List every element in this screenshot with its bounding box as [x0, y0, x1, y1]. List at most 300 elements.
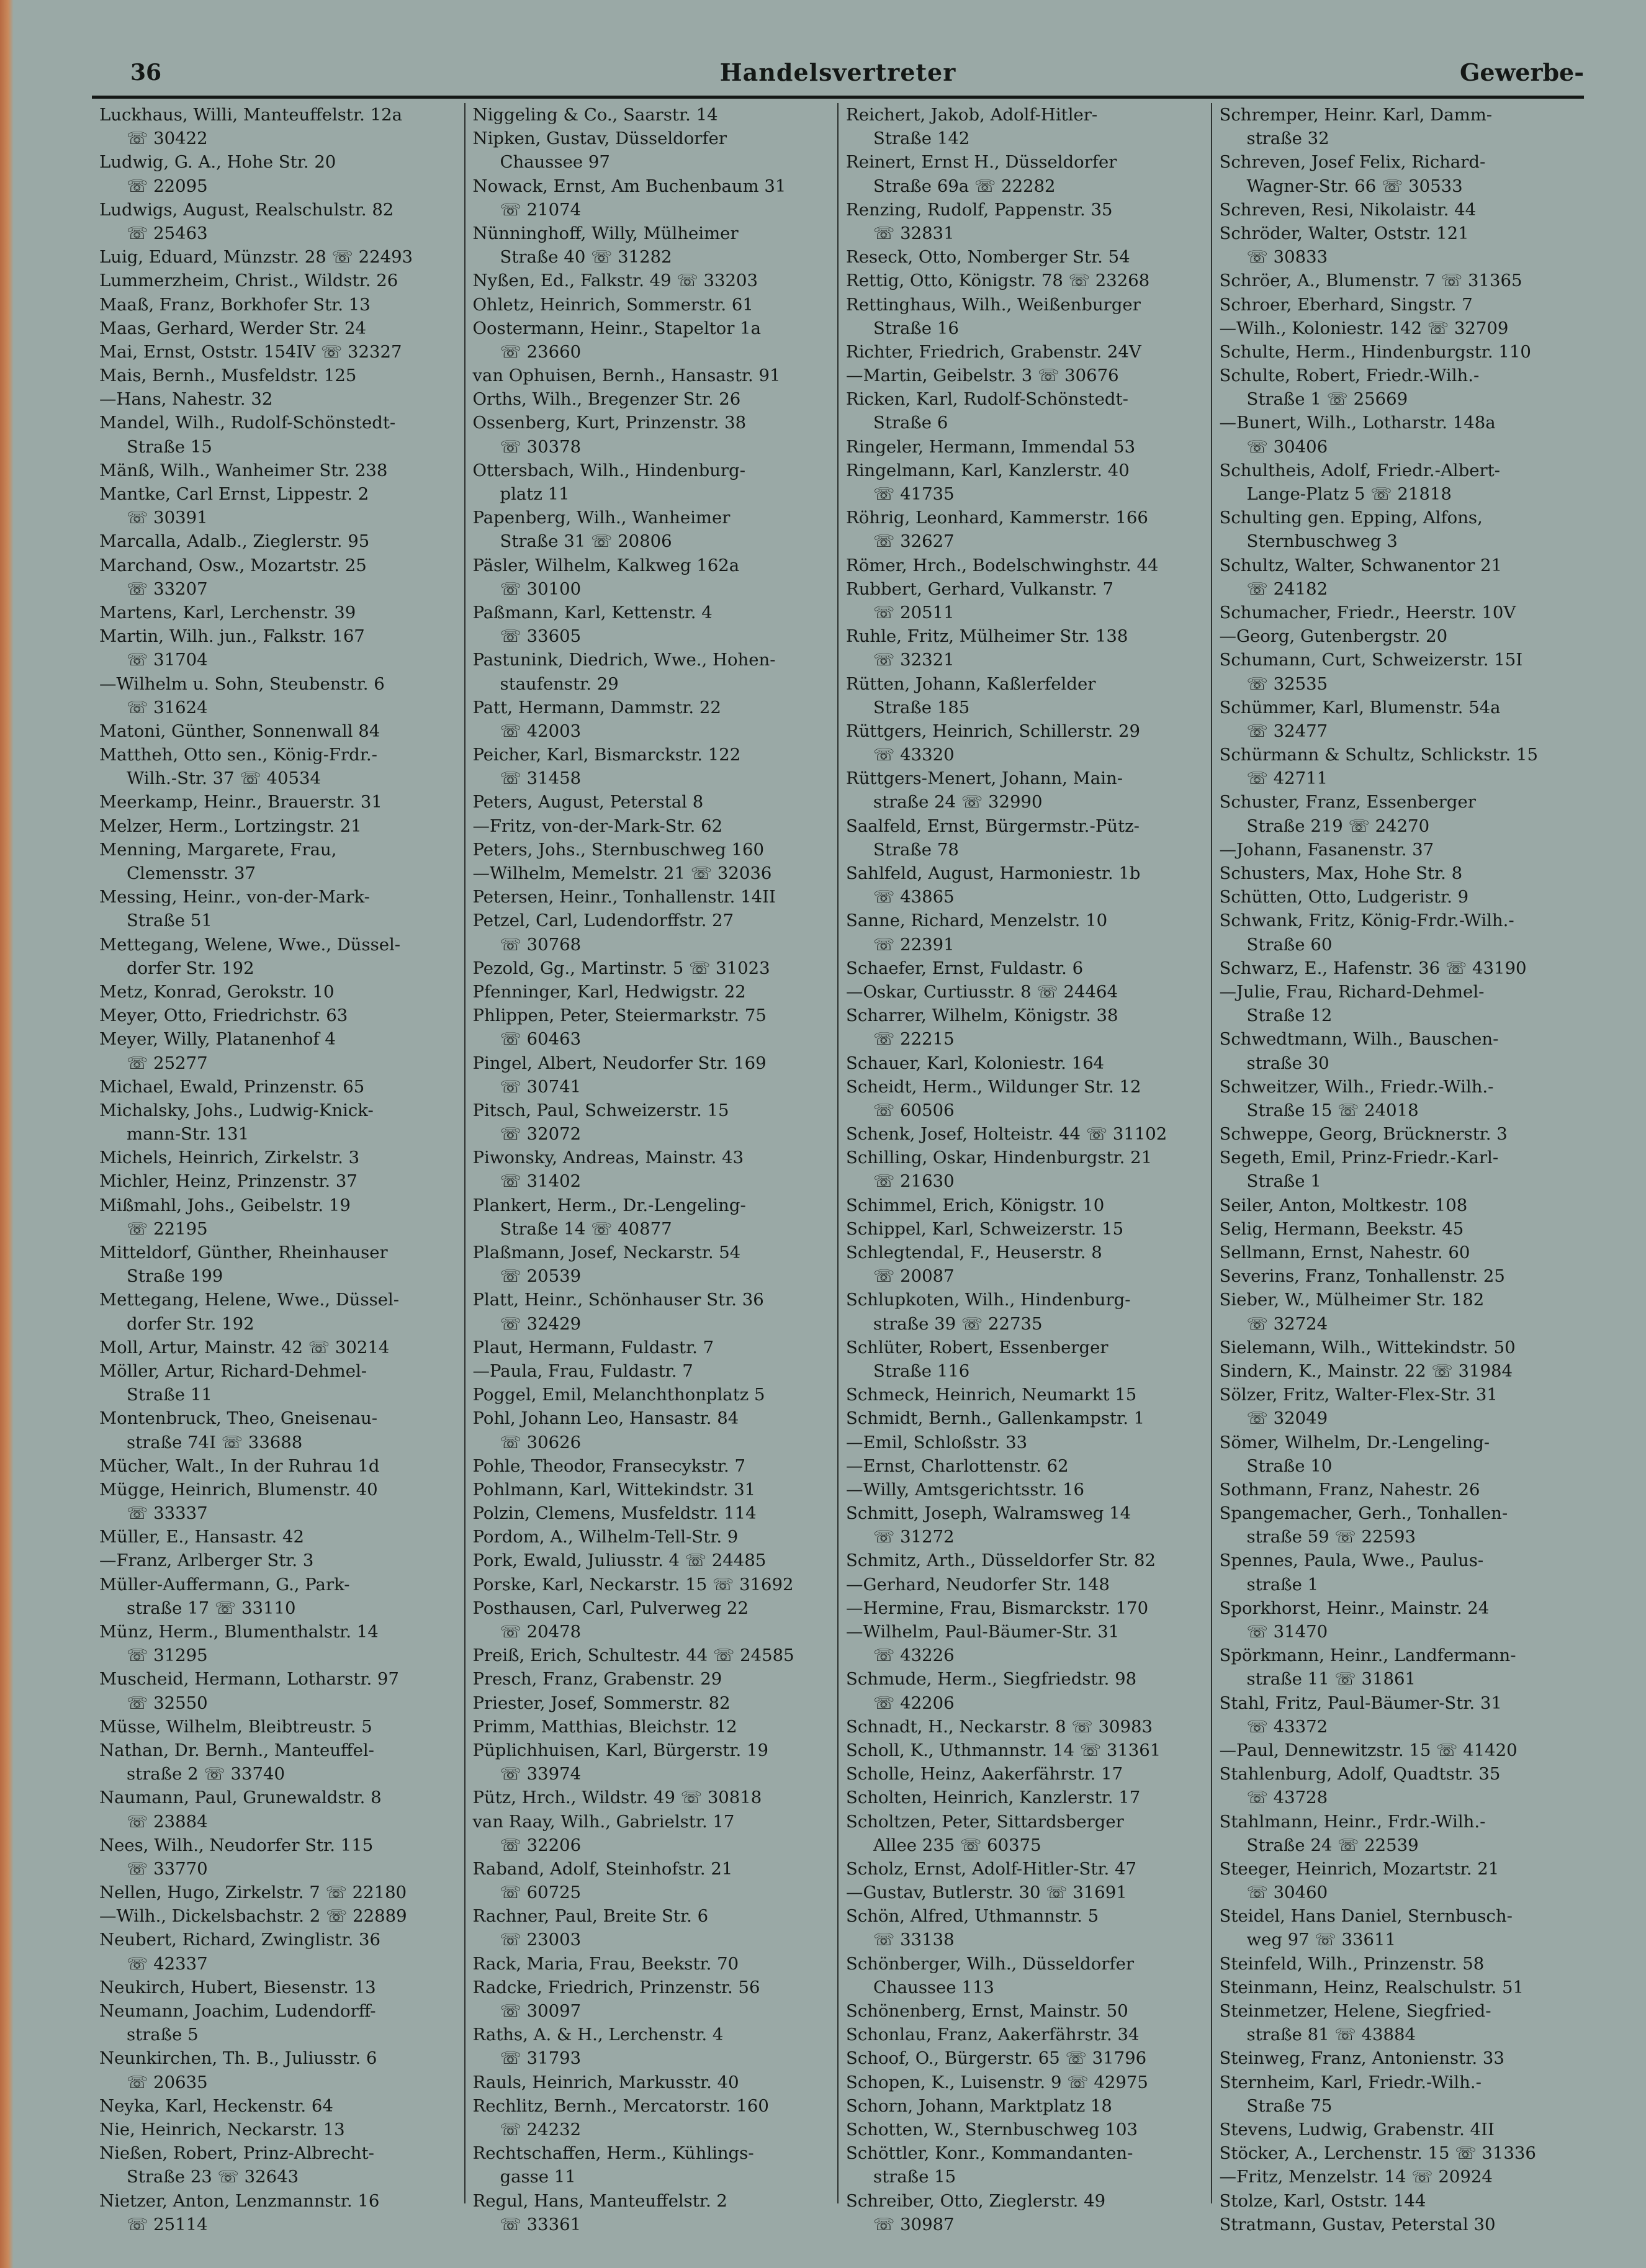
entry-continuation: Straße 12: [1246, 1006, 1333, 1026]
directory-entry: Spangemacher, Gerh., Tonhallen-: [1219, 1503, 1508, 1524]
directory-entry: —Hermine, Frau, Bismarckstr. 170: [846, 1598, 1149, 1618]
directory-entry: Severins, Franz, Tonhallenstr. 25: [1219, 1266, 1505, 1287]
directory-entry: Mattheh, Otto sen., König-Frdr.-: [99, 745, 377, 765]
directory-entry: Scholtzen, Peter, Sittardsberger: [846, 1811, 1124, 1832]
entry-continuation: ☏ 43865: [873, 887, 955, 907]
entry-continuation: ☏ 43372: [1246, 1716, 1328, 1737]
entry-continuation: ☏ 20087: [873, 1266, 955, 1287]
directory-entry: Nietzer, Anton, Lenzmannstr. 16: [99, 2190, 380, 2211]
entry-continuation: ☏ 25114: [127, 2214, 208, 2234]
directory-entry: —Fritz, von-der-Mark-Str. 62: [472, 816, 723, 836]
directory-entry: Mandel, Wilh., Rudolf-Schönstedt-: [99, 413, 396, 433]
directory-entry: Schulte, Robert, Friedr.-Wilh.-: [1219, 366, 1480, 386]
entry-continuation: ☏ 32321: [873, 650, 955, 670]
entry-continuation: ☏ 30626: [500, 1432, 582, 1452]
entry-continuation: ☏ 31793: [500, 2048, 582, 2069]
directory-entry: Schopen, K., Luisenstr. 9 ☏ 42975: [846, 2072, 1148, 2092]
directory-entry: Schippel, Karl, Schweizerstr. 15: [846, 1218, 1124, 1239]
directory-entry: Meyer, Willy, Platanenhof 4: [99, 1029, 336, 1050]
directory-entry: Martin, Wilh. jun., Falkstr. 167: [99, 626, 365, 647]
directory-entry: Richter, Friedrich, Grabenstr. 24V: [846, 341, 1141, 362]
directory-entry: Ossenberg, Kurt, Prinzenstr. 38: [472, 413, 747, 433]
entry-continuation: ☏ 33770: [127, 1858, 208, 1879]
directory-entry: Schnadt, H., Neckarstr. 8 ☏ 30983: [846, 1716, 1153, 1737]
directory-entry: —Wilhelm u. Sohn, Steubenstr. 6: [99, 673, 385, 694]
directory-entry: —Hans, Nahestr. 32: [99, 389, 273, 410]
entry-continuation: ☏ 30833: [1246, 247, 1328, 268]
directory-entry: Schimmel, Erich, Königstr. 10: [846, 1195, 1105, 1215]
entry-continuation: Straße 60: [1246, 934, 1333, 955]
entry-continuation: ☏ 23660: [500, 341, 582, 362]
entry-continuation: ☏ 32049: [1246, 1408, 1328, 1429]
directory-entry: Ruhle, Fritz, Mülheimer Str. 138: [846, 626, 1128, 647]
directory-entry: Martens, Karl, Lerchenstr. 39: [99, 602, 356, 623]
directory-entry: Schorn, Johann, Marktplatz 18: [846, 2095, 1112, 2116]
entry-continuation: ☏ 20478: [500, 1622, 582, 1642]
entry-continuation: ☏ 42003: [500, 721, 582, 741]
directory-entry: —Johann, Fasanenstr. 37: [1219, 839, 1434, 860]
directory-entry: Renzing, Rudolf, Pappenstr. 35: [846, 199, 1113, 220]
directory-entry: Schumacher, Friedr., Heerstr. 10V: [1219, 602, 1516, 623]
entry-continuation: ☏ 32072: [500, 1124, 582, 1145]
entry-continuation: straße 32: [1246, 128, 1329, 149]
directory-entry: Möller, Artur, Richard-Dehmel-: [99, 1361, 367, 1381]
directory-entry: —Emil, Schloßstr. 33: [846, 1432, 1028, 1452]
directory-entry: Piwonsky, Andreas, Mainstr. 43: [472, 1148, 744, 1168]
entry-continuation: ☏ 43320: [873, 745, 955, 765]
entry-continuation: Straße 40 ☏ 31282: [500, 247, 672, 268]
directory-entry: Rettig, Otto, Königstr. 78 ☏ 23268: [846, 271, 1150, 291]
directory-entry: Stevens, Ludwig, Grabenstr. 4II: [1219, 2119, 1495, 2140]
directory-entry: Scholl, K., Uthmannstr. 14 ☏ 31361: [846, 1740, 1161, 1760]
directory-entry: Menning, Margarete, Frau,: [99, 839, 337, 860]
entry-continuation: ☏ 32724: [1246, 1313, 1328, 1334]
directory-entry: Schröder, Walter, Oststr. 121: [1219, 223, 1469, 243]
directory-entry: Michael, Ewald, Prinzenstr. 65: [99, 1076, 365, 1097]
directory-entry: Mettegang, Welene, Wwe., Düssel-: [99, 934, 401, 955]
directory-entry: Saalfeld, Ernst, Bürgermstr.-Pütz-: [846, 816, 1140, 836]
directory-entry: Neyka, Karl, Heckenstr. 64: [99, 2095, 333, 2116]
directory-entry: Metz, Konrad, Gerokstr. 10: [99, 981, 335, 1002]
directory-entry: Rechlitz, Bernh., Mercatorstr. 160: [472, 2095, 769, 2116]
directory-entry: Schmidt, Bernh., Gallenkampstr. 1: [846, 1408, 1145, 1429]
entry-continuation: Straße 31 ☏ 20806: [500, 531, 672, 552]
directory-entry: —Paul, Dennewitzstr. 15 ☏ 41420: [1219, 1740, 1518, 1760]
directory-entry: Schwarz, E., Hafenstr. 36 ☏ 43190: [1219, 958, 1527, 978]
entry-continuation: ☏ 20539: [500, 1266, 582, 1287]
directory-entry: Schreiber, Otto, Zieglerstr. 49: [846, 2190, 1106, 2211]
entry-continuation: Lange-Platz 5 ☏ 21818: [1246, 484, 1452, 504]
directory-entry: Pezold, Gg., Martinstr. 5 ☏ 31023: [472, 958, 770, 978]
directory-entry: Schmitt, Joseph, Walramsweg 14: [846, 1503, 1131, 1524]
entry-continuation: straße 17 ☏ 33110: [127, 1598, 296, 1618]
entry-continuation: ☏ 23884: [127, 1811, 208, 1832]
directory-entry: Rauls, Heinrich, Markusstr. 40: [472, 2072, 739, 2092]
entry-continuation: ☏ 23003: [500, 1930, 582, 1950]
directory-entry: Posthausen, Carl, Pulverweg 22: [472, 1598, 749, 1618]
directory-entry: Schreven, Resi, Nikolaistr. 44: [1219, 199, 1477, 220]
directory-entry: Römer, Hrch., Bodelschwinghstr. 44: [846, 555, 1159, 575]
entry-continuation: straße 24 ☏ 32990: [873, 792, 1043, 812]
entry-continuation: ☏ 31272: [873, 1527, 955, 1547]
directory-entry: Sellmann, Ernst, Nahestr. 60: [1219, 1243, 1470, 1262]
entry-continuation: straße 39 ☏ 22735: [873, 1313, 1043, 1334]
directory-entry: Schürmann & Schultz, Schlickstr. 15: [1219, 745, 1539, 765]
directory-entry: Platt, Heinr., Schönhauser Str. 36: [472, 1290, 764, 1310]
directory-entry: Schremper, Heinr. Karl, Damm-: [1219, 105, 1493, 125]
directory-entry: Mettegang, Helene, Wwe., Düssel-: [99, 1290, 400, 1310]
directory-entry: Papenberg, Wilh., Wanheimer: [472, 508, 731, 528]
directory-entry: Radcke, Friedrich, Prinzenstr. 56: [472, 1977, 760, 1997]
directory-entry: Luig, Eduard, Münzstr. 28 ☏ 22493: [99, 247, 413, 268]
directory-entry: Mantke, Carl Ernst, Lippestr. 2: [99, 484, 369, 504]
directory-entry: Schümmer, Karl, Blumenstr. 54a: [1219, 697, 1501, 718]
entry-continuation: straße 74I ☏ 33688: [127, 1432, 303, 1452]
directory-entry: —Wilhelm, Memelstr. 21 ☏ 32036: [472, 863, 772, 883]
directory-entry: —Bunert, Wilh., Lotharstr. 148a: [1219, 413, 1496, 433]
page-header: [92, 56, 1584, 99]
entry-continuation: ☏ 60463: [500, 1029, 582, 1050]
entry-continuation: weg 97 ☏ 33611: [1246, 1930, 1396, 1950]
directory-entry: —Julie, Frau, Richard-Dehmel-: [1219, 981, 1485, 1002]
directory-entry: Nießen, Robert, Prinz-Albrecht-: [99, 2143, 374, 2164]
directory-entry: Röhrig, Leonhard, Kammerstr. 166: [846, 508, 1148, 528]
entry-continuation: ☏ 32627: [873, 531, 955, 552]
directory-entry: Peters, Johs., Sternbuschweg 160: [472, 839, 764, 860]
entry-continuation: ☏ 32535: [1246, 673, 1328, 694]
directory-entry: Ludwig, G. A., Hohe Str. 20: [99, 152, 336, 173]
directory-entry: Mügge, Heinrich, Blumenstr. 40: [99, 1479, 378, 1500]
entry-continuation: ☏ 31470: [1246, 1622, 1328, 1642]
entry-continuation: ☏ 31704: [127, 650, 208, 670]
directory-entry: —Ernst, Charlottenstr. 62: [846, 1456, 1069, 1476]
directory-entry: Mißmahl, Johs., Geibelstr. 19: [99, 1195, 351, 1215]
directory-entry: Sporkhorst, Heinr., Mainstr. 24: [1219, 1598, 1490, 1618]
entry-continuation: ☏ 60725: [500, 1883, 582, 1903]
directory-entry: Ringelmann, Karl, Kanzlerstr. 40: [846, 460, 1130, 480]
directory-entry: Maaß, Franz, Borkhofer Str. 13: [99, 294, 371, 315]
directory-entry: Schumann, Curt, Schweizerstr. 15I: [1219, 650, 1523, 670]
entry-continuation: Straße 24 ☏ 22539: [1246, 1835, 1419, 1855]
directory-entry: Ohletz, Heinrich, Sommerstr. 61: [472, 294, 753, 315]
directory-entry: Mai, Ernst, Oststr. 154IV ☏ 32327: [99, 341, 402, 362]
directory-entry: Schoof, O., Bürgerstr. 65 ☏ 31796: [846, 2048, 1147, 2069]
entry-continuation: dorfer Str. 192: [127, 958, 254, 978]
directory-entry: Schultheis, Adolf, Friedr.-Albert-: [1219, 460, 1500, 480]
directory-entry: Päsler, Wilhelm, Kalkweg 162a: [472, 555, 740, 575]
entry-continuation: straße 1: [1246, 1574, 1319, 1595]
directory-entry: —Georg, Gutenbergstr. 20: [1219, 626, 1448, 647]
directory-entry: Stratmann, Gustav, Peterstal 30: [1219, 2214, 1496, 2234]
directory-entry: Stolze, Karl, Oststr. 144: [1219, 2190, 1426, 2211]
directory-entry: Raths, A. & H., Lerchenstr. 4: [472, 2025, 724, 2045]
directory-entry: Schroer, Eberhard, Singstr. 7: [1219, 294, 1473, 315]
entry-continuation: Straße 75: [1246, 2095, 1333, 2116]
directory-entry: Pork, Ewald, Juliusstr. 4 ☏ 24485: [472, 1550, 767, 1571]
directory-entry: Poggel, Emil, Melanchthonplatz 5: [472, 1385, 765, 1405]
directory-entry: Rachner, Paul, Breite Str. 6: [472, 1906, 709, 1927]
directory-entry: Nipken, Gustav, Düsseldorfer: [472, 128, 727, 149]
directory-entry: Melzer, Herm., Lortzingstr. 21: [99, 816, 362, 836]
entry-continuation: ☏ 41735: [873, 484, 955, 504]
directory-entry: Scharrer, Wilhelm, Königstr. 38: [846, 1006, 1118, 1026]
entry-continuation: Straße 10: [1246, 1456, 1333, 1476]
directory-entry: Pohle, Theodor, Fransecykstr. 7: [472, 1456, 745, 1476]
entry-continuation: Allee 235 ☏ 60375: [873, 1835, 1041, 1855]
directory-entry: Scheidt, Herm., Wildunger Str. 12: [846, 1076, 1141, 1097]
page-number: 36: [130, 60, 162, 86]
entry-continuation: ☏ 20511: [873, 602, 955, 623]
entry-continuation: ☏ 33361: [500, 2214, 582, 2234]
entry-continuation: ☏ 31295: [127, 1645, 208, 1666]
directory-entry: Rack, Maria, Frau, Beekstr. 70: [472, 1953, 739, 1974]
entry-continuation: ☏ 24182: [1246, 578, 1328, 599]
entry-continuation: Straße 16: [873, 318, 959, 338]
entry-continuation: straße 11 ☏ 31861: [1246, 1669, 1416, 1690]
directory-entry: Segeth, Emil, Prinz-Friedr.-Karl-: [1219, 1148, 1499, 1168]
directory-entry: Schulte, Herm., Hindenburgstr. 110: [1219, 341, 1531, 362]
entry-continuation: ☏ 32550: [127, 1693, 208, 1713]
directory-entry: Schusters, Max, Hohe Str. 8: [1219, 863, 1463, 883]
entry-continuation: Straße 51: [127, 911, 212, 931]
directory-entry: Porske, Karl, Neckarstr. 15 ☏ 31692: [472, 1574, 794, 1595]
directory-entry: Steinweg, Franz, Antonienstr. 33: [1219, 2048, 1504, 2069]
directory-entry: Sanne, Richard, Menzelstr. 10: [846, 911, 1108, 931]
directory-entry: Schön, Alfred, Uthmannstr. 5: [846, 1906, 1099, 1927]
directory-entry: —Martin, Geibelstr. 3 ☏ 30676: [846, 366, 1119, 386]
column-1: [92, 103, 465, 2234]
entry-continuation: straße 15: [873, 2167, 956, 2187]
directory-entry: Schweppe, Georg, Brücknerstr. 3: [1219, 1124, 1508, 1145]
entry-continuation: ☏ 30100: [500, 578, 582, 599]
entry-continuation: ☏ 31402: [500, 1171, 582, 1192]
directory-entry: Stöcker, A., Lerchenstr. 15 ☏ 31336: [1219, 2143, 1536, 2164]
directory-entry: Schmitz, Arth., Düsseldorfer Str. 82: [846, 1550, 1156, 1571]
entry-continuation: Straße 69a ☏ 22282: [873, 176, 1056, 196]
directory-entry: Schuster, Franz, Essenberger: [1219, 792, 1476, 812]
entry-continuation: ☏ 42337: [127, 1953, 208, 1974]
directory-entry: Schlegtendal, F., Heuserstr. 8: [846, 1243, 1102, 1262]
directory-entry: Rettinghaus, Wilh., Weißenburger: [846, 294, 1141, 315]
directory-entry: Rüttgers, Heinrich, Schillerstr. 29: [846, 721, 1140, 741]
directory-entry: van Ophuisen, Bernh., Hansastr. 91: [472, 366, 781, 386]
directory-entry: Sothmann, Franz, Nahestr. 26: [1219, 1479, 1480, 1500]
directory-entry: Schütten, Otto, Ludgeristr. 9: [1219, 887, 1469, 907]
directory-entry: Schlupkoten, Wilh., Hindenburg-: [846, 1290, 1131, 1310]
entry-continuation: platz 11: [500, 484, 570, 504]
directory-entry: Michler, Heinz, Prinzenstr. 37: [99, 1171, 358, 1192]
directory-entry: Petersen, Heinr., Tonhallenstr. 14II: [472, 887, 776, 907]
entry-continuation: Clemensstr. 37: [127, 863, 256, 883]
directory-entry: Peicher, Karl, Bismarckstr. 122: [472, 745, 741, 765]
page-edge: [0, 0, 14, 2268]
entry-continuation: Straße 142: [873, 128, 970, 149]
entry-continuation: straße 59 ☏ 22593: [1246, 1527, 1416, 1547]
directory-entry: Steeger, Heinrich, Mozartstr. 21: [1219, 1858, 1500, 1879]
directory-entry: Nyßen, Ed., Falkstr. 49 ☏ 33203: [472, 271, 758, 291]
entry-continuation: ☏ 60506: [873, 1100, 955, 1120]
entry-continuation: ☏ 31624: [127, 697, 208, 718]
directory-entry: Rüttgers-Menert, Johann, Main-: [846, 768, 1123, 789]
directory-entry: Meerkamp, Heinr., Brauerstr. 31: [99, 792, 382, 812]
directory-entry: Regul, Hans, Manteuffelstr. 2: [472, 2190, 727, 2211]
directory-entry: Luckhaus, Willi, Manteuffelstr. 12a: [99, 105, 402, 125]
entry-continuation: straße 30: [1246, 1053, 1329, 1073]
directory-entry: Mais, Bernh., Musfeldstr. 125: [99, 366, 357, 386]
directory-entry: Paßmann, Karl, Kettenstr. 4: [472, 602, 713, 623]
directory-entry: Ottersbach, Wilh., Hindenburg-: [472, 460, 746, 480]
entry-continuation: ☏ 33207: [127, 578, 208, 599]
entry-continuation: ☏ 30378: [500, 436, 582, 457]
directory-entry: Polzin, Clemens, Musfeldstr. 114: [472, 1503, 757, 1524]
directory-entry: Neumann, Joachim, Ludendorff-: [99, 2001, 376, 2021]
entry-continuation: dorfer Str. 192: [127, 1313, 254, 1334]
directory-entry: Schmeck, Heinrich, Neumarkt 15: [846, 1385, 1137, 1405]
directory-entry: Nünninghoff, Willy, Mülheimer: [472, 223, 739, 243]
column-4: [1212, 103, 1585, 2234]
directory-entry: Mücher, Walt., In der Ruhrau 1d: [99, 1456, 380, 1476]
entry-continuation: ☏ 33138: [873, 1930, 955, 1950]
directory-entry: Neunkirchen, Th. B., Juliusstr. 6: [99, 2048, 377, 2069]
directory-entry: Scholten, Heinrich, Kanzlerstr. 17: [846, 1788, 1141, 1808]
directory-entry: Nees, Wilh., Neudorfer Str. 115: [99, 1835, 374, 1855]
directory-entry: Spennes, Paula, Wwe., Paulus-: [1219, 1550, 1484, 1571]
directory-entry: Schlüter, Robert, Essenberger: [846, 1337, 1109, 1357]
entry-continuation: ☏ 20635: [127, 2072, 208, 2092]
directory-entry: Schweitzer, Wilh., Friedr.-Wilh.-: [1219, 1076, 1494, 1097]
directory-entry: Pfenninger, Karl, Hedwigstr. 22: [472, 981, 746, 1002]
directory-entry: —Gustav, Butlerstr. 30 ☏ 31691: [846, 1883, 1127, 1903]
entry-continuation: ☏ 33974: [500, 1764, 582, 1784]
directory-entry: Müller-Auffermann, G., Park-: [99, 1574, 350, 1595]
entry-continuation: ☏ 32206: [500, 1835, 582, 1855]
entry-continuation: ☏ 30422: [127, 128, 208, 149]
directory-entry: Michels, Heinrich, Zirkelstr. 3: [99, 1148, 360, 1168]
directory-entry: Sielemann, Wilh., Wittekindstr. 50: [1219, 1337, 1516, 1357]
directory-entry: Plankert, Herm., Dr.-Lengeling-: [472, 1195, 746, 1215]
directory-entry: Schönenberg, Ernst, Mainstr. 50: [846, 2001, 1128, 2021]
directory-entry: Sömer, Wilhelm, Dr.-Lengeling-: [1219, 1432, 1490, 1452]
directory-entry: Reinert, Ernst H., Düsseldorfer: [846, 152, 1117, 173]
directory-entry: Matoni, Günther, Sonnenwall 84: [99, 721, 380, 741]
entry-continuation: Sternbuschweg 3: [1246, 531, 1398, 552]
directory-entry: Primm, Matthias, Bleichstr. 12: [472, 1716, 737, 1737]
directory-entry: Steidel, Hans Daniel, Sternbusch-: [1219, 1906, 1513, 1927]
entry-continuation: ☏ 30460: [1246, 1883, 1328, 1903]
directory-entry: Münz, Herm., Blumenthalstr. 14: [99, 1622, 379, 1642]
directory-entry: Steinfeld, Wilh., Prinzenstr. 58: [1219, 1953, 1485, 1974]
directory-entry: Ricken, Karl, Rudolf-Schönstedt-: [846, 389, 1128, 410]
entry-continuation: gasse 11: [500, 2167, 576, 2187]
directory-entry: Montenbruck, Theo, Gneisenau-: [99, 1408, 378, 1429]
entry-continuation: ☏ 42711: [1246, 768, 1328, 789]
column-2: [465, 103, 839, 2234]
entry-continuation: Wagner-Str. 66 ☏ 30533: [1246, 176, 1463, 196]
directory-entry: Müsse, Wilhelm, Bleibtreustr. 5: [99, 1716, 372, 1737]
entry-continuation: Straße 15: [127, 436, 212, 457]
entry-continuation: Straße 116: [873, 1361, 970, 1381]
directory-entry: Schotten, W., Sternbuschweg 103: [846, 2119, 1138, 2140]
directory-entry: Schwank, Fritz, König-Frdr.-Wilh.-: [1219, 911, 1514, 931]
entry-continuation: ☏ 43728: [1246, 1788, 1328, 1808]
directory-entry: Ringeler, Hermann, Immendal 53: [846, 436, 1136, 457]
directory-entry: Presch, Franz, Grabenstr. 29: [472, 1669, 722, 1690]
entry-continuation: ☏ 30406: [1246, 436, 1328, 457]
directory-entry: Moll, Artur, Mainstr. 42 ☏ 30214: [99, 1337, 390, 1357]
directory-entry: Schröer, A., Blumenstr. 7 ☏ 31365: [1219, 271, 1522, 291]
entry-continuation: Chaussee 97: [500, 152, 610, 173]
entry-continuation: Straße 185: [873, 697, 970, 718]
directory-entry: —Wilhelm, Paul-Bäumer-Str. 31: [846, 1622, 1120, 1642]
directory-entry: —Franz, Arlberger Str. 3: [99, 1550, 314, 1571]
entry-continuation: ☏ 42206: [873, 1693, 955, 1713]
entry-continuation: ☏ 33605: [500, 626, 582, 647]
directory-entry: Michalsky, Johs., Ludwig-Knick-: [99, 1100, 374, 1120]
directory-entry: Oostermann, Heinr., Stapeltor 1a: [472, 318, 762, 338]
entry-continuation: ☏ 25277: [127, 1053, 208, 1073]
directory-entry: Scholle, Heinz, Aakerfährstr. 17: [846, 1764, 1123, 1784]
directory-entry: Nellen, Hugo, Zirkelstr. 7 ☏ 22180: [99, 1883, 407, 1903]
directory-entry: Rütten, Johann, Kaßlerfelder: [846, 673, 1096, 694]
page-title: Handelsvertreter: [719, 58, 956, 86]
directory-entry: —Oskar, Curtiusstr. 8 ☏ 24464: [846, 981, 1118, 1002]
directory-entry: Schönberger, Wilh., Düsseldorfer: [846, 1953, 1134, 1974]
directory-entry: Nie, Heinrich, Neckarstr. 13: [99, 2119, 345, 2140]
entry-continuation: ☏ 33337: [127, 1503, 208, 1524]
directory-entry: Niggeling & Co., Saarstr. 14: [472, 105, 718, 125]
entry-continuation: straße 5: [127, 2025, 199, 2045]
directory-entry: —Fritz, Menzelstr. 14 ☏ 20924: [1219, 2167, 1493, 2187]
entry-continuation: ☏ 31458: [500, 768, 582, 789]
directory-entry: Schwedtmann, Wilh., Bauschen-: [1219, 1029, 1499, 1050]
directory-entry: —Paula, Frau, Fuldastr. 7: [472, 1361, 693, 1381]
directory-entry: Marchand, Osw., Mozartstr. 25: [99, 555, 367, 575]
entry-continuation: ☏ 30097: [500, 2001, 582, 2021]
directory-entry: Messing, Heinr., von-der-Mark-: [99, 887, 370, 907]
directory-entry: Schultz, Walter, Schwanentor 21: [1219, 555, 1503, 575]
entry-continuation: Chaussee 113: [873, 1977, 994, 1997]
directory-entry: Pitsch, Paul, Schweizerstr. 15: [472, 1100, 729, 1120]
directory-entry: Maas, Gerhard, Werder Str. 24: [99, 318, 366, 338]
directory-page: [92, 56, 1584, 2234]
directory-entry: Nathan, Dr. Bernh., Manteuffel-: [99, 1740, 374, 1760]
directory-entry: Pingel, Albert, Neudorfer Str. 169: [472, 1053, 767, 1073]
entry-continuation: Wilh.-Str. 37 ☏ 40534: [127, 768, 321, 789]
directory-entry: Naumann, Paul, Grunewaldstr. 8: [99, 1788, 382, 1808]
entry-continuation: ☏ 22215: [873, 1029, 955, 1050]
directory-entry: —Wilh., Dickelsbachstr. 2 ☏ 22889: [99, 1906, 407, 1927]
directory-entry: Neukirch, Hubert, Biesenstr. 13: [99, 1977, 376, 1997]
directory-entry: Stahlmann, Heinr., Frdr.-Wilh.-: [1219, 1811, 1486, 1832]
entry-continuation: Straße 15 ☏ 24018: [1246, 1100, 1419, 1120]
directory-entry: Pastunink, Diedrich, Wwe., Hohen-: [472, 650, 776, 670]
entry-continuation: ☏ 24232: [500, 2119, 582, 2140]
entry-continuation: ☏ 32429: [500, 1313, 582, 1334]
directory-entry: Sindern, K., Mainstr. 22 ☏ 31984: [1219, 1361, 1513, 1381]
column-3: [839, 103, 1212, 2234]
entry-continuation: ☏ 30768: [500, 934, 582, 955]
directory-entry: Pohl, Johann Leo, Hansastr. 84: [472, 1408, 739, 1429]
directory-entry: —Willy, Amtsgerichtsstr. 16: [846, 1479, 1084, 1500]
directory-entry: Mänß, Wilh., Wanheimer Str. 238: [99, 460, 388, 480]
directory-entry: Reichert, Jakob, Adolf-Hitler-: [846, 105, 1098, 125]
directory-entry: Steinmann, Heinz, Realschulstr. 51: [1219, 1977, 1524, 1997]
directory-entry: Lummerzheim, Christ., Wildstr. 26: [99, 271, 398, 291]
directory-entry: Schilling, Oskar, Hindenburgstr. 21: [846, 1148, 1153, 1168]
entry-continuation: Straße 1: [1246, 1171, 1321, 1192]
directory-entry: Pütz, Hrch., Wildstr. 49 ☏ 30818: [472, 1788, 762, 1808]
directory-entry: Spörkmann, Heinr., Landfermann-: [1219, 1645, 1516, 1666]
